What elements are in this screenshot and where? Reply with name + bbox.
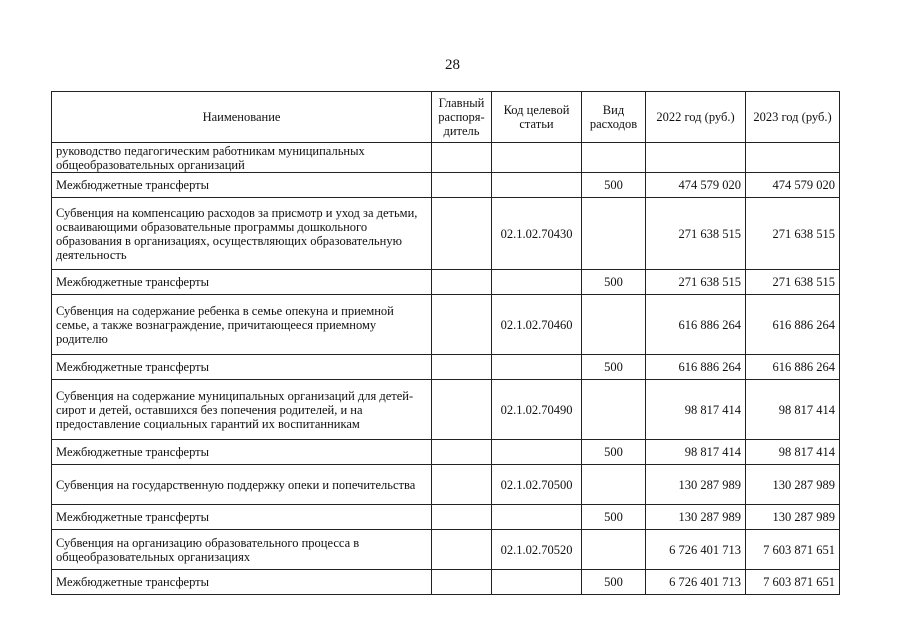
cell-admin xyxy=(432,198,492,270)
cell-2023: 616 886 264 xyxy=(746,355,840,380)
cell-name: Межбюджетные трансферты xyxy=(52,570,432,595)
cell-2022 xyxy=(646,143,746,173)
cell-code xyxy=(492,355,582,380)
table-row xyxy=(52,570,840,595)
table-row xyxy=(52,465,840,505)
cell-kind xyxy=(582,295,646,355)
cell-admin xyxy=(432,570,492,595)
cell-2022: 98 817 414 xyxy=(646,440,746,465)
page-number: 28 xyxy=(445,57,460,73)
cell-2023: 98 817 414 xyxy=(746,380,840,440)
cell-2023: 7 603 871 651 xyxy=(746,530,840,570)
cell-2022: 130 287 989 xyxy=(646,465,746,505)
cell-name: Субвенция на организацию образовательного процесса в общеобразовательных организациях xyxy=(52,530,432,570)
cell-2022: 616 886 264 xyxy=(646,355,746,380)
cell-2023: 98 817 414 xyxy=(746,440,840,465)
cell-code: 02.1.02.70520 xyxy=(492,530,582,570)
table-row xyxy=(52,173,840,198)
table-row xyxy=(52,355,840,380)
cell-code xyxy=(492,440,582,465)
cell-kind xyxy=(582,530,646,570)
cell-2022: 6 726 401 713 xyxy=(646,570,746,595)
cell-2023: 130 287 989 xyxy=(746,465,840,505)
table-row xyxy=(52,198,840,270)
cell-kind xyxy=(582,380,646,440)
cell-name: Субвенция на содержание муниципальных организаций для детей-сирот и детей, оставшихся без попечения родителей, и на предоставление социальных гарантий их воспитанникам xyxy=(52,380,432,440)
cell-admin xyxy=(432,530,492,570)
cell-code xyxy=(492,505,582,530)
cell-2023: 130 287 989 xyxy=(746,505,840,530)
cell-code xyxy=(492,270,582,295)
cell-2022: 6 726 401 713 xyxy=(646,530,746,570)
cell-2022: 98 817 414 xyxy=(646,380,746,440)
cell-kind: 500 xyxy=(582,173,646,198)
cell-name: Межбюджетные трансферты xyxy=(52,505,432,530)
header-2022: 2022 год (руб.) xyxy=(646,92,746,143)
cell-code xyxy=(492,173,582,198)
cell-kind: 500 xyxy=(582,505,646,530)
table-row xyxy=(52,295,840,355)
cell-name: руководство педагогическим работникам муниципальных общеобразовательных организаций xyxy=(52,143,432,173)
cell-code: 02.1.02.70460 xyxy=(492,295,582,355)
cell-2023: 271 638 515 xyxy=(746,270,840,295)
cell-admin xyxy=(432,505,492,530)
cell-2023: 616 886 264 xyxy=(746,295,840,355)
budget-table xyxy=(51,91,840,595)
cell-admin xyxy=(432,143,492,173)
cell-name: Межбюджетные трансферты xyxy=(52,270,432,295)
cell-admin xyxy=(432,465,492,505)
cell-name: Субвенция на компенсацию расходов за присмотр и уход за детьми, осваивающими образовательные программы дошкольного образования в организациях, осуществляющих образовательную деятельность xyxy=(52,198,432,270)
cell-2023: 271 638 515 xyxy=(746,198,840,270)
table-body xyxy=(52,143,840,595)
cell-2023 xyxy=(746,143,840,173)
header-kind: Вид расходов xyxy=(582,92,646,143)
cell-kind: 500 xyxy=(582,270,646,295)
header-admin: Главный распоря-дитель xyxy=(432,92,492,143)
cell-code xyxy=(492,143,582,173)
cell-admin xyxy=(432,173,492,198)
cell-admin xyxy=(432,295,492,355)
cell-2023: 474 579 020 xyxy=(746,173,840,198)
cell-kind xyxy=(582,198,646,270)
cell-name: Субвенция на государственную поддержку опеки и попечительства xyxy=(52,465,432,505)
table-row xyxy=(52,380,840,440)
header-code: Код целевой статьи xyxy=(492,92,582,143)
table-row xyxy=(52,505,840,530)
cell-code xyxy=(492,570,582,595)
cell-kind: 500 xyxy=(582,440,646,465)
cell-2022: 474 579 020 xyxy=(646,173,746,198)
cell-code: 02.1.02.70500 xyxy=(492,465,582,505)
cell-kind: 500 xyxy=(582,355,646,380)
table-row xyxy=(52,143,840,173)
cell-code: 02.1.02.70430 xyxy=(492,198,582,270)
table-row xyxy=(52,530,840,570)
cell-2023: 7 603 871 651 xyxy=(746,570,840,595)
cell-name: Субвенция на содержание ребенка в семье опекуна и приемной семье, а также вознаграждение, причитающееся приемному родителю xyxy=(52,295,432,355)
cell-name: Межбюджетные трансферты xyxy=(52,440,432,465)
cell-2022: 271 638 515 xyxy=(646,198,746,270)
cell-admin xyxy=(432,380,492,440)
cell-admin xyxy=(432,440,492,465)
cell-kind: 500 xyxy=(582,570,646,595)
table-row xyxy=(52,270,840,295)
cell-kind xyxy=(582,143,646,173)
header-2023: 2023 год (руб.) xyxy=(746,92,840,143)
cell-name: Межбюджетные трансферты xyxy=(52,173,432,198)
table-row xyxy=(52,440,840,465)
cell-admin xyxy=(432,270,492,295)
cell-2022: 616 886 264 xyxy=(646,295,746,355)
cell-kind xyxy=(582,465,646,505)
cell-2022: 271 638 515 xyxy=(646,270,746,295)
cell-admin xyxy=(432,355,492,380)
cell-name: Межбюджетные трансферты xyxy=(52,355,432,380)
cell-2022: 130 287 989 xyxy=(646,505,746,530)
header-name: Наименование xyxy=(52,92,432,143)
cell-code: 02.1.02.70490 xyxy=(492,380,582,440)
table-header-row xyxy=(52,92,840,143)
